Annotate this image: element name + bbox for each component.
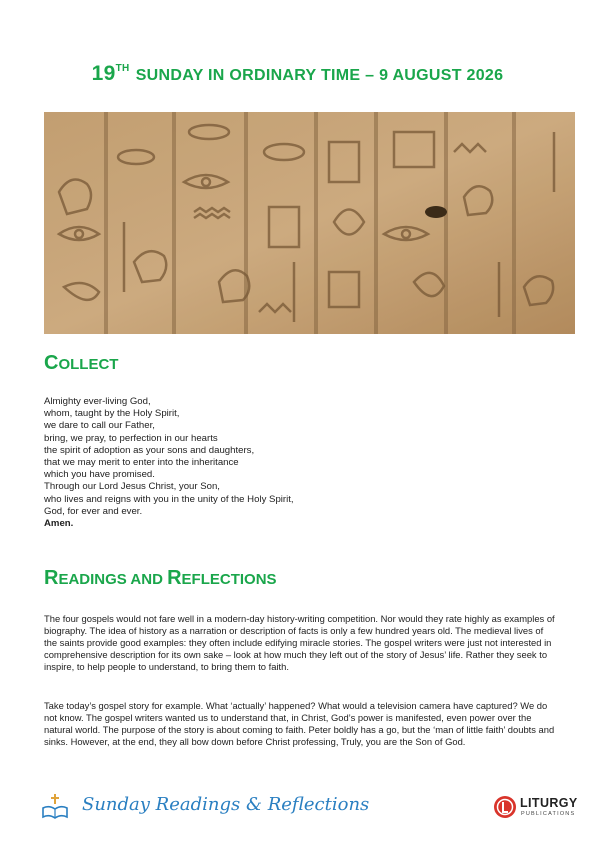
- reflection-paragraph: The four gospels would not fare well in a modern-day history-writing competition. Nor would they rate highly as examples of biography. The idea of history as a narration or description of facts is only a few hundred years old. The medieval lives of the saints provide good examples: they often include edifying miracle stories. The gospel writers were just not interested in comprehensive description for its own sake – look at how much they left out of the story of Jesus’ life. Rather they seek to inspire, to help people to understand, to bring them to faith.: [44, 613, 555, 673]
- page-title: [0, 62, 595, 86]
- readings-heading-rest-1: EADINGS AND: [58, 571, 168, 588]
- collect-line: we dare to call our Father,: [44, 420, 155, 432]
- collect-line: which you have promised.: [44, 469, 155, 481]
- collect-heading-initial: C: [44, 352, 59, 374]
- hieroglyphs-image: [44, 112, 575, 334]
- publisher-sub: PUBLICATIONS: [521, 811, 576, 817]
- series-title: Sunday Readings & Reflections: [82, 794, 370, 815]
- collect-prayer: [44, 396, 544, 530]
- title-number: 19: [91, 62, 116, 85]
- collect-line: whom, taught by the Holy Spirit,: [44, 408, 180, 420]
- title-text: SUNDAY IN ORDINARY TIME – 9 AUGUST 2026: [135, 67, 504, 84]
- readings-heading-rest-2: EFLECTIONS: [181, 571, 277, 588]
- collect-line: God, for ever and ever.: [44, 505, 143, 517]
- collect-line: Through our Lord Jesus Christ, your Son,: [44, 481, 220, 493]
- collect-line: bring, we pray, to perfection in our hearts: [44, 432, 218, 444]
- liturgy-logo-icon: [493, 795, 517, 819]
- collect-line: that we may merit to enter into the inheritance: [44, 457, 239, 469]
- collect-line: who lives and reigns with you in the unity of the Holy Spirit,: [44, 493, 294, 505]
- readings-heading: [44, 567, 277, 590]
- collect-heading-rest: OLLECT: [58, 356, 119, 373]
- readings-heading-initial-1: R: [44, 567, 59, 589]
- title-suffix: TH: [115, 63, 130, 74]
- reflection-paragraph: Take today’s gospel story for example. What ‘actually’ happened? What would a television camera have captured? We do not know. The gospel writers wanted us to understand that, in Christ, God’s power is manifested, even power over the natural world. The purpose of the story is about coming to faith. Peter boldly has a go, but the ‘man of little faith’ doubts and sinks. However, at the end, they all bow down before Christ professing, Truly, you are the Son of God.: [44, 700, 555, 748]
- readings-heading-initial-2: R: [167, 567, 182, 589]
- collect-line: the spirit of adoption as your sons and daughters,: [44, 444, 255, 456]
- collect-amen: Amen.: [44, 518, 74, 530]
- collect-line: Almighty ever-living God,: [44, 396, 151, 407]
- publisher-name: LITURGY: [520, 796, 578, 810]
- open-book-cross-icon: [42, 792, 68, 820]
- collect-heading: [44, 352, 118, 375]
